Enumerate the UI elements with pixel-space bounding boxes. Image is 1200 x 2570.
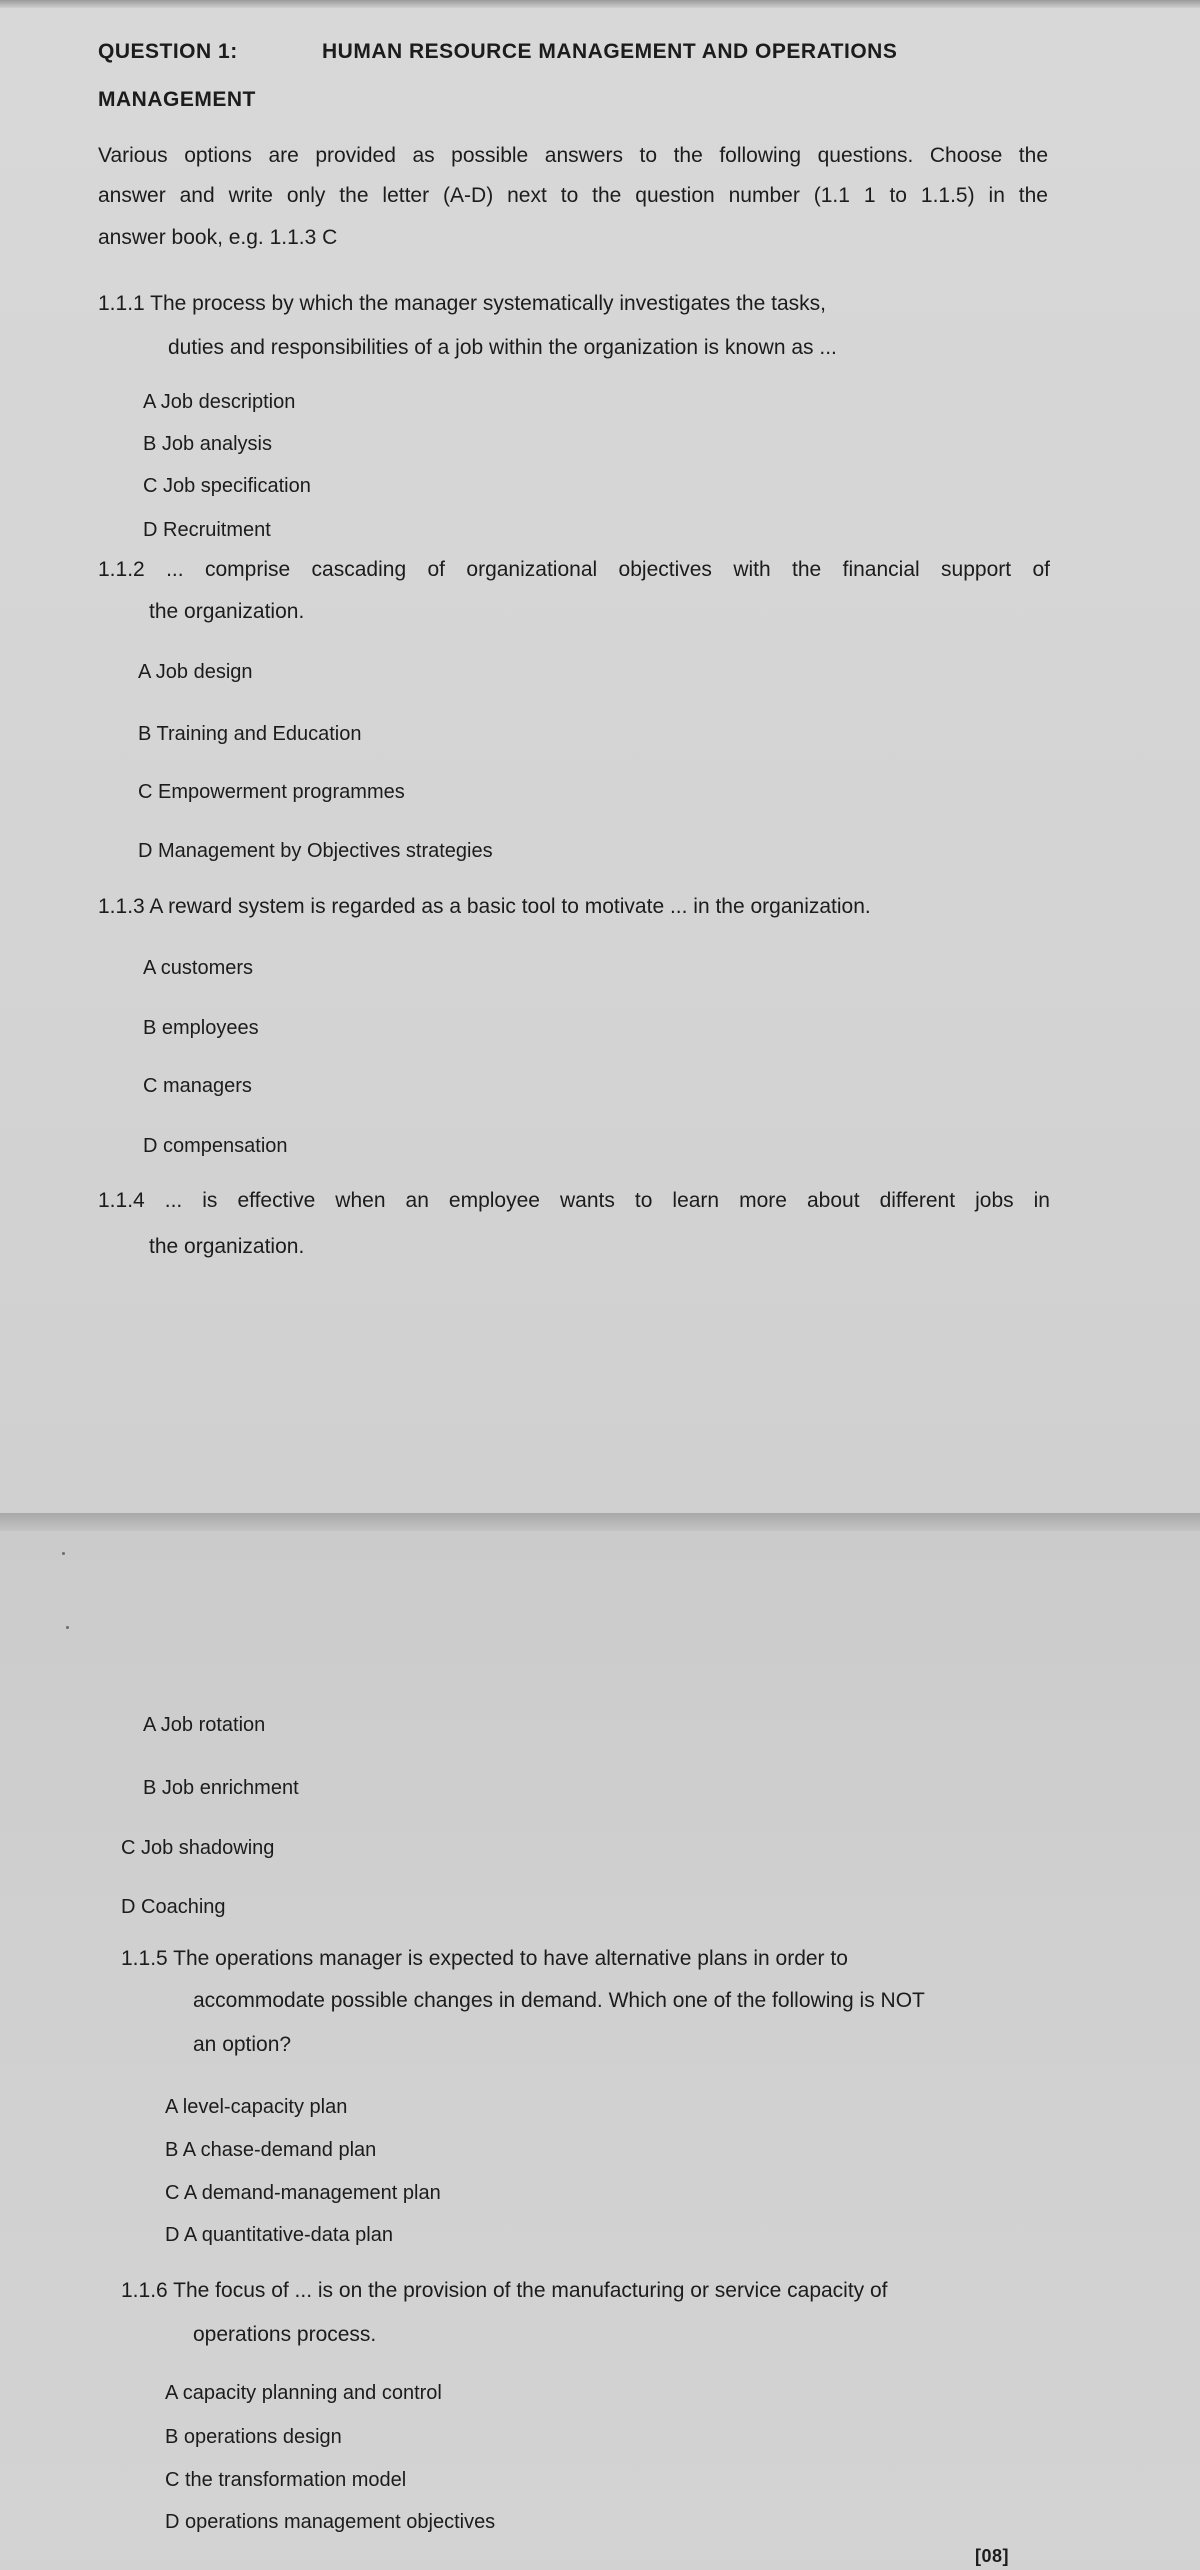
- section-title-cont: MANAGEMENT: [98, 88, 256, 111]
- option-b: B Training and Education: [138, 723, 362, 745]
- option-c: C managers: [143, 1075, 252, 1097]
- speck: [66, 1626, 69, 1629]
- option-b: B employees: [143, 1017, 259, 1039]
- question-1-1-3: 1.1.3 A reward system is regarded as a basic tool to motivate ... in the organization.: [98, 895, 871, 918]
- question-1-1-2: 1.1.2 ... comprise cascading of organizational objectives with the financial support of: [98, 558, 1050, 581]
- option-d: D Management by Objectives strategies: [138, 840, 493, 862]
- question-1-1-4-cont: the organization.: [149, 1235, 305, 1258]
- option-d: D operations management objectives: [165, 2511, 496, 2533]
- option-c: C Empowerment programmes: [138, 781, 405, 803]
- option-b: B A chase-demand plan: [165, 2139, 377, 2161]
- option-c: C the transformation model: [165, 2469, 407, 2491]
- marks-total: [08]: [975, 2546, 1010, 2566]
- option-d: D Recruitment: [143, 519, 271, 541]
- option-a: A level-capacity plan: [165, 2096, 348, 2118]
- instructions-line-2: answer and write only the letter (A-D) next to the question number (1.1 1 to 1.1.5) in the: [98, 184, 1048, 207]
- option-d: D A quantitative-data plan: [165, 2224, 393, 2246]
- option-d: D compensation: [143, 1135, 288, 1157]
- option-b: B Job analysis: [143, 433, 272, 455]
- option-a: A capacity planning and control: [165, 2382, 442, 2404]
- question-1-1-5: 1.1.5 The operations manager is expected to have alternative plans in order to: [121, 1947, 848, 1970]
- option-b: B operations design: [165, 2426, 342, 2448]
- top-edge: [0, 0, 1200, 8]
- question-1-1-5-cont: accommodate possible changes in demand. Which one of the following is NOT: [193, 1989, 925, 2012]
- question-1-1-5-cont: an option?: [193, 2033, 292, 2056]
- question-1-1-6-cont: operations process.: [193, 2323, 377, 2346]
- option-c: C Job shadowing: [121, 1837, 275, 1859]
- instructions-line-1: Various options are provided as possible answers to the following questions. Choose the: [98, 144, 1048, 167]
- question-1-1-1: 1.1.1 The process by which the manager systematically investigates the tasks,: [98, 292, 826, 315]
- instructions-line-3: answer book, e.g. 1.1.3 C: [98, 226, 338, 249]
- option-a: A Job design: [138, 661, 253, 683]
- question-1-1-6: 1.1.6 The focus of ... is on the provision of the manufacturing or service capacity of: [121, 2279, 888, 2302]
- option-d: D Coaching: [121, 1896, 226, 1918]
- section-title: HUMAN RESOURCE MANAGEMENT AND OPERATIONS: [322, 40, 898, 63]
- question-1-1-1-cont: duties and responsibilities of a job within the organization is known as ...: [168, 336, 837, 359]
- speck: [62, 1552, 65, 1555]
- option-a: A Job rotation: [143, 1714, 266, 1736]
- page-fold: [0, 1513, 1200, 1531]
- question-1-1-2-cont: the organization.: [149, 600, 305, 623]
- option-a: A customers: [143, 957, 254, 979]
- question-label: QUESTION 1:: [98, 40, 238, 63]
- option-a: A Job description: [143, 391, 296, 413]
- option-c: C A demand-management plan: [165, 2182, 441, 2204]
- question-1-1-4: 1.1.4 ... is effective when an employee wants to learn more about different jobs in: [98, 1189, 1050, 1212]
- option-b: B Job enrichment: [143, 1777, 299, 1799]
- option-c: C Job specification: [143, 475, 311, 497]
